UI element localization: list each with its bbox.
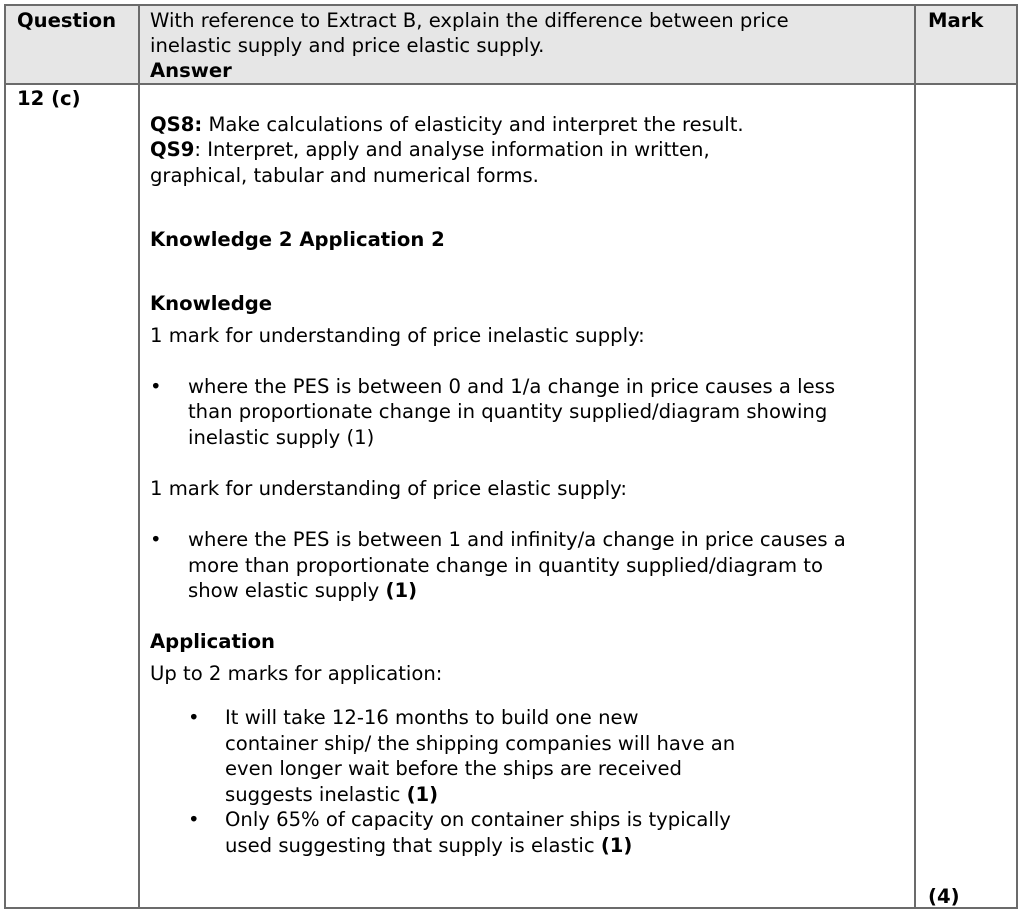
- knowledge-heading: Knowledge: [150, 292, 273, 315]
- elastic-intro: 1 mark for understanding of price elastic supply:: [150, 477, 627, 500]
- question-number: 12 (c): [17, 87, 81, 110]
- application-bullet1-line-4: [225, 782, 438, 808]
- elastic-bullet-line-3: [188, 578, 417, 604]
- application-bullet2-line-2: [225, 833, 632, 859]
- application-bullet2-text: used suggesting that supply is elastic: [225, 834, 601, 857]
- application-bullet1-line-1: It will take 12-16 months to build one new: [225, 706, 639, 729]
- qs8-label: QS8:: [150, 113, 203, 136]
- table-border-top: [4, 4, 1018, 6]
- application-bullet1-text: suggests inelastic: [225, 783, 407, 806]
- elastic-bullet-line-2: more than proportionate change in quantity supplied/diagram to: [188, 554, 823, 577]
- column-divider-2: [914, 4, 916, 909]
- application-intro: Up to 2 marks for application:: [150, 662, 443, 685]
- elastic-bullet-line-1: where the PES is between 1 and infinity/a change in price causes a: [188, 528, 846, 551]
- question-column-header: Question: [17, 9, 117, 32]
- elastic-bullet-mark: (1): [385, 579, 418, 602]
- application-bullet1-line-3: even longer wait before the ships are received: [225, 757, 682, 780]
- application-bullet2-line-1: Only 65% of capacity on container ships is typically: [225, 808, 731, 831]
- mark-column-header: Mark: [928, 9, 984, 32]
- inelastic-bullet-line-1: where the PES is between 0 and 1/a change in price causes a less: [188, 375, 836, 398]
- application-bullet1-mark: (1): [406, 783, 439, 806]
- elastic-bullet-text: show elastic supply: [188, 579, 386, 602]
- qs9-label: QS9: [150, 138, 195, 161]
- application-bullet1-line-2: container ship/ the shipping companies will have an: [225, 732, 736, 755]
- total-mark: (4): [928, 885, 960, 908]
- question-text-line-1: With reference to Extract B, explain the difference between price: [150, 9, 789, 32]
- marks-summary: Knowledge 2 Application 2: [150, 228, 445, 251]
- bullet-glyph: •: [188, 706, 200, 729]
- application-bullet2-mark: (1): [600, 834, 633, 857]
- column-divider-1: [138, 4, 140, 909]
- table-border-bottom: [4, 907, 1018, 909]
- bullet-glyph: •: [188, 808, 200, 831]
- inelastic-intro: 1 mark for understanding of price inelastic supply:: [150, 324, 645, 347]
- qs9-line: [150, 137, 710, 163]
- table-border-right: [1016, 4, 1018, 909]
- qs8-text: Make calculations of elasticity and interpret the result.: [202, 113, 744, 136]
- answer-label: Answer: [150, 59, 232, 82]
- qs8-line: [150, 112, 744, 138]
- application-heading: Application: [150, 630, 275, 653]
- qs9-text: : Interpret, apply and analyse information in written,: [194, 138, 710, 161]
- qs9-text-line-2: graphical, tabular and numerical forms.: [150, 164, 539, 187]
- inelastic-bullet-line-3: inelastic supply (1): [188, 426, 375, 449]
- question-text-line-2: inelastic supply and price elastic supply.: [150, 34, 545, 57]
- bullet-glyph: •: [150, 528, 162, 551]
- bullet-glyph: •: [150, 375, 162, 398]
- table-border-left: [4, 4, 6, 909]
- inelastic-bullet-line-2: than proportionate change in quantity supplied/diagram showing: [188, 400, 828, 423]
